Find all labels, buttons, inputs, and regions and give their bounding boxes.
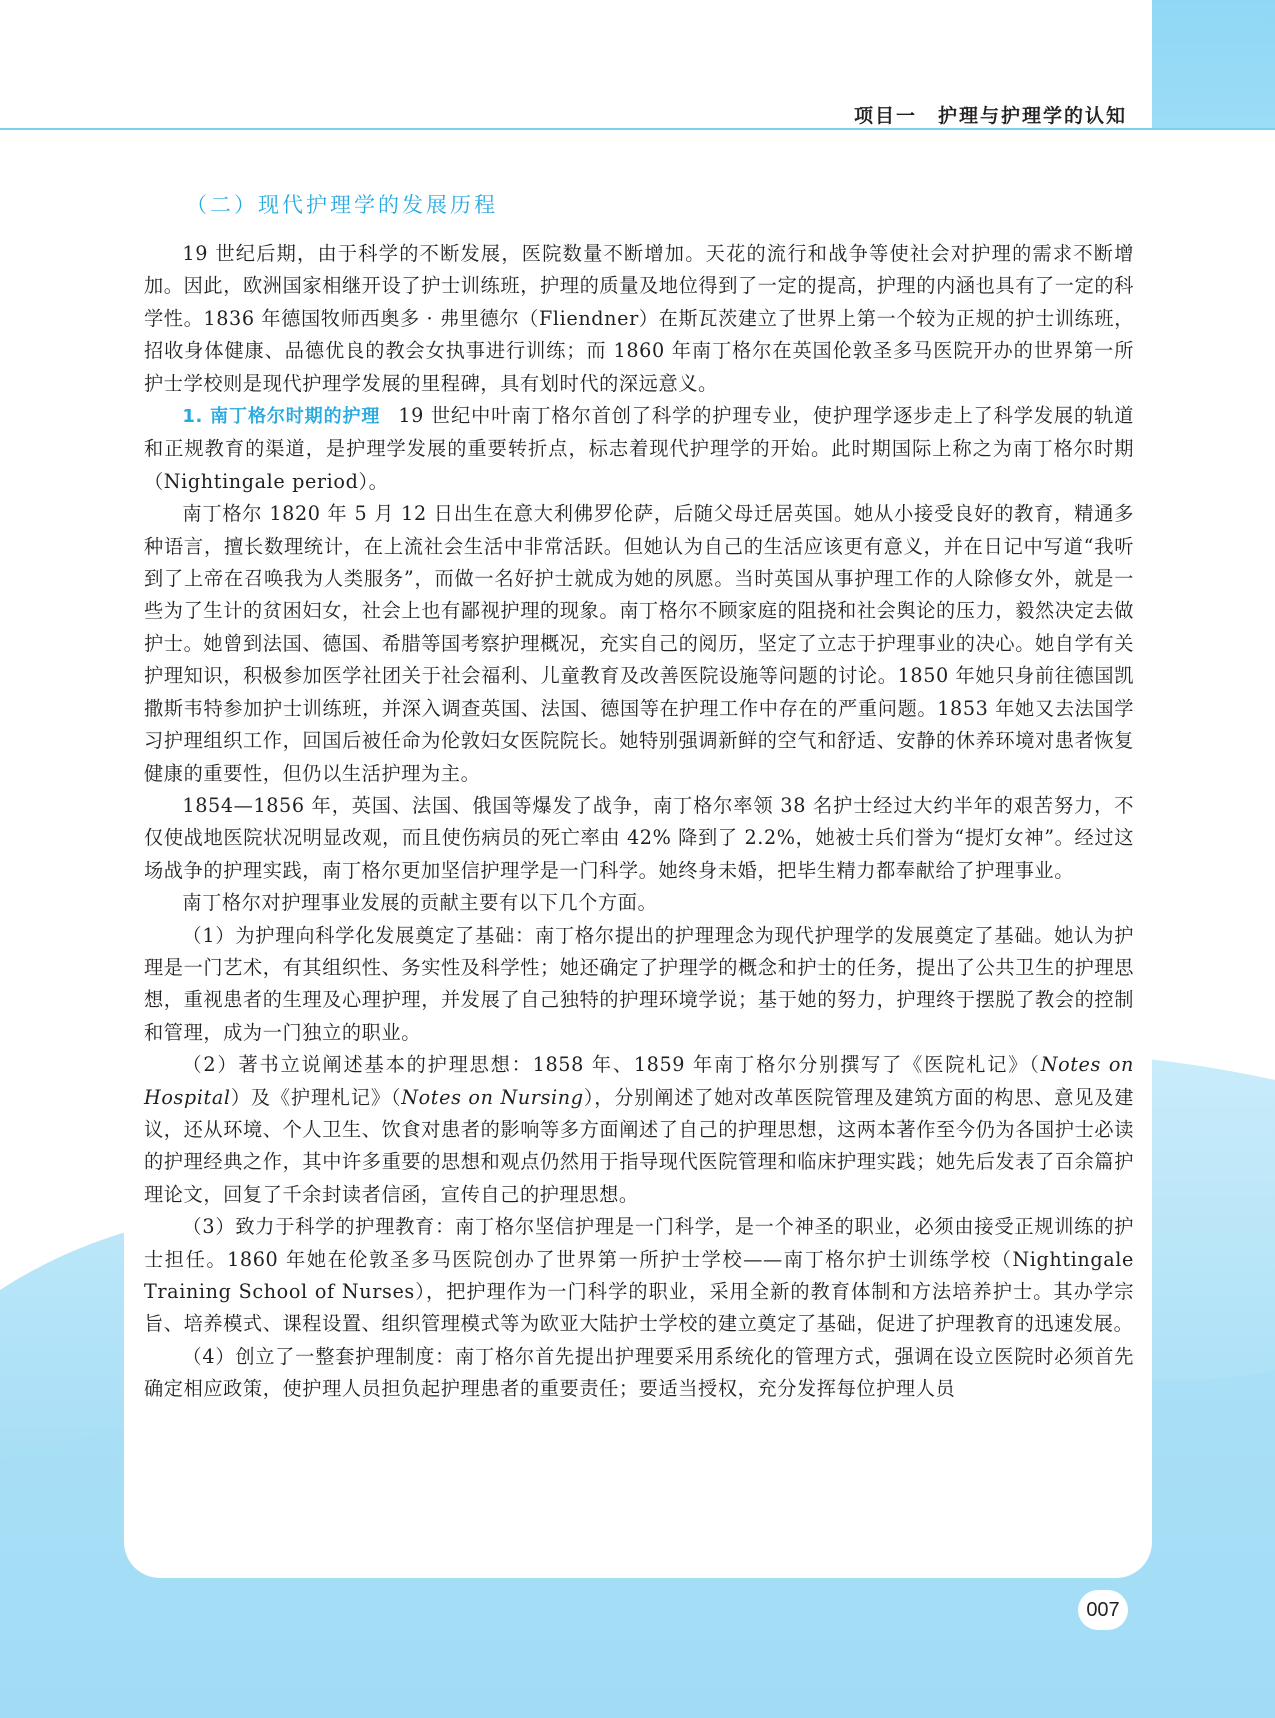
paragraph: 南丁格尔 1820 年 5 月 12 日出生在意大利佛罗伦萨，后随父母迁居英国。她从小接受良好的教育，精通多种语言，擅长数理统计，在上流社会生活中非常活跃。但她认为自己的生活应该更有意义，并在日记中写道“我听到了上帝在召唤我为人类服务”，而做一名好护士就成为她的夙愿。当时英国从事护理工作的人除修女外，就是一些为了生计的贫困妇女，社会上也有鄙视护理的现象。南丁格尔不顾家庭的阻挠和社会舆论的压力，毅然决定去做护士。她曾到法国、德国、希腊等国考察护理概况，充实自己的阅历，坚定了立志于护理事业的决心。她自学有关护理知识，积极参加医学社团关于社会福利、儿童教育及改善医院设施等问题的讨论。1850 年她只身前往德国凯撒斯韦特参加护士训练班，并深入调查英国、法国、德国等在护理工作中存在的严重问题。1853 年她又去法国学习护理组织工作，回国后被任命为伦敦妇女医院院长。她特别强调新鲜的空气和舒适、安静的休养环境对患者恢复健康的重要性，但仍以生活护理为主。 (144, 502, 1134, 785)
paragraph: （1）为护理向科学化发展奠定了基础：南丁格尔提出的护理理念为现代护理学的发展奠定了基础。她认为护理是一门艺术，有其组织性、务实性及科学性；她还确定了护理学的概念和护士的任务，提出了公共卫生的护理思想，重视患者的生理及心理护理，并发展了自己独特的护理环境学说；基于她的努力，护理终于摆脱了教会的控制和管理，成为一门独立的职业。 (144, 923, 1134, 1044)
paragraph: 1854—1856 年，英国、法国、俄国等爆发了战争，南丁格尔率领 38 名护士经过大约半年的艰苦努力，不仅使战地医院状况明显改观，而且使伤病员的死亡率由 42% 降到了 2.2%，她被士兵们誉为“提灯女神”。经过这场战争的护理实践，南丁格尔更加坚信护理学是一门科学。她终身未婚，把毕生精力都奉献给了护理事业。 (144, 793, 1134, 882)
book-title-italic: Notes on Hospital (144, 1053, 1134, 1109)
paragraph-text: ），分别阐述了她对改革医院管理及建筑方面的构思、意见及建议，还从环境、个人卫生、饮食对患者的影响等多方面阐述了自己的护理思想，这两本著作至今仍为各国护士必读的护理经典之作，其中许多重要的思想和观点仍然用于指导现代医院管理和临床护理实践；她先后发表了百余篇护理论文，回复了千余封读者信函，宣传自己的护理思想。 (144, 1085, 1135, 1206)
paragraph-text: ）及《护理札记》（ (230, 1085, 402, 1109)
book-title-italic: Notes on Nursing (401, 1085, 584, 1109)
body-text (144, 238, 1134, 1406)
paragraph-text: 19 世纪中叶南丁格尔首创了科学的护理专业，使护理学逐步走上了科学发展的轨道和正规教育的渠道，是护理学发展的重要转折点，标志着现代护理学的开始。此时期国际上称之为南丁格尔时期（Nightingale period）。 (144, 404, 1135, 493)
subheading: 1. 南丁格尔时期的护理 (182, 406, 381, 428)
paragraph: 19 世纪后期，由于科学的不断发展，医院数量不断增加。天花的流行和战争等使社会对护理的需求不断增加。因此，欧洲国家相继开设了护士训练班，护理的质量及地位得到了一定的提高，护理的内涵也具有了一定的科学性。1836 年德国牧师西奥多 · 弗里德尔（Fliendner）在斯瓦茨建立了世界上第一个较为正规的护士训练班，招收身体健康、品德优良的教会女执事进行训练；而 1860 年南丁格尔在英国伦敦圣多马医院开办的世界第一所护士学校则是现代护理学发展的里程碑，具有划时代的深远意义。 (144, 242, 1134, 395)
section-heading: （二）现代护理学的发展历程 (186, 193, 498, 217)
corner-color-tab (1152, 0, 1275, 130)
page-number: 007 (1078, 1590, 1128, 1630)
paragraph: （4）创立了一整套护理制度：南丁格尔首先提出护理要采用系统化的管理方式，强调在设立医院时必须首先确定相应政策，使护理人员担负起护理患者的重要责任；要适当授权，充分发挥每位护理人员 (144, 1344, 1134, 1401)
paragraph: （3）致力于科学的护理教育：南丁格尔坚信护理是一门科学，是一个神圣的职业，必须由接受正规训练的护士担任。1860 年她在伦敦圣多马医院创办了世界第一所护士学校——南丁格尔护士训练学校（Nightingale Training School of Nurses），把护理作为一门科学的职业，采用全新的教育体制和方法培养护士。其办学宗旨、培养模式、课程设置、组织管理模式等为欧亚大陆护士学校的建立奠定了基础，促进了护理教育的迅速发展。 (144, 1215, 1134, 1336)
paragraph-text: （2）著书立说阐述基本的护理思想：1858 年、1859 年南丁格尔分别撰写了《医院札记》（ (182, 1053, 1041, 1077)
paragraph (144, 1049, 1134, 1211)
paragraph: 南丁格尔对护理事业发展的贡献主要有以下几个方面。 (182, 891, 658, 915)
running-title: 项目一 护理与护理学的认知 (853, 105, 1127, 127)
paragraph (144, 400, 1134, 498)
